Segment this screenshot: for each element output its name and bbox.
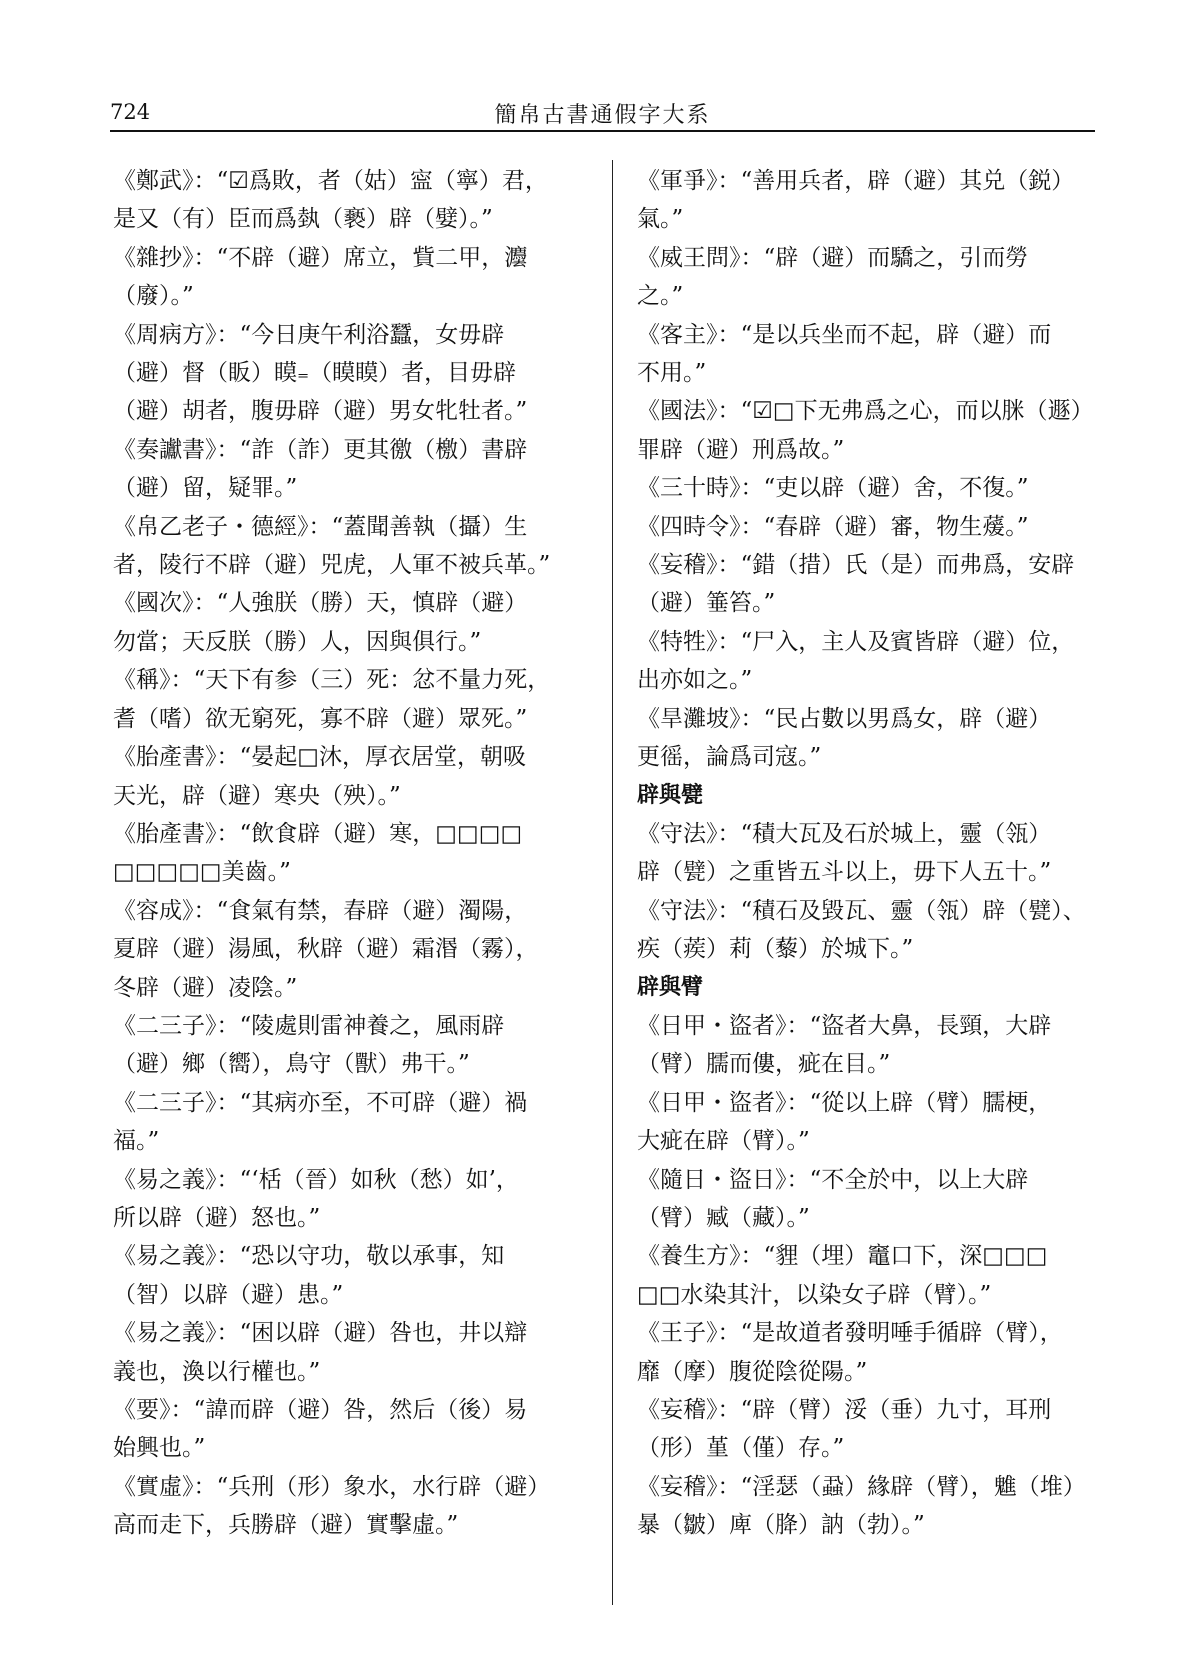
citation-line: 《實虛》：“兵刑（形）象水，水行辟（避） — [113, 1473, 551, 1500]
citation-line: （避）督（眅）瞙₌（瞙瞙）者，目毋辟 — [113, 360, 517, 387]
citation-line: 不用。” — [637, 360, 707, 387]
citation-line: 義也，渙以行權也。” — [113, 1358, 321, 1385]
page-number: 724 — [110, 100, 151, 124]
citation-line: 所以辟（避）怒也。” — [113, 1204, 321, 1231]
citation-entry — [113, 584, 590, 661]
citation-line: 《易之義》：“困以辟（避）咎也，井以辯 — [113, 1320, 528, 1347]
citation-entry — [113, 508, 590, 585]
citation-entry — [637, 1237, 1099, 1314]
citation-line: 之。” — [637, 283, 684, 310]
citation-line: 《妄稽》：“辟（臂）浽（垂）九寸，耳刑 — [637, 1397, 1052, 1423]
citation-entry — [113, 431, 590, 508]
citation-line: 《守法》：“積大瓦及石於城上，靈（瓴） — [637, 820, 1052, 847]
citation-entry — [113, 1391, 590, 1468]
citation-entry — [637, 623, 1099, 700]
citation-line: 《妄稽》：“錯（措）氏（是）而弗爲，安辟 — [637, 552, 1075, 579]
citation-line: （臂）臑而僂，疵在目。” — [637, 1051, 891, 1078]
citation-entry — [637, 392, 1099, 469]
citation-entry — [113, 1314, 590, 1391]
citation-line: 耆（嗜）欲无窮死，寡不辟（避）眾死。” — [113, 705, 528, 732]
citation-line: 《特牲》：“尸入，主人及賓皆辟（避）位， — [637, 628, 1075, 655]
citation-entry — [637, 892, 1099, 969]
citation-line: （臂）臧（藏）。” — [637, 1204, 810, 1231]
citation-line: 《旱灘坡》：“民占數以男爲女，辟（避） — [637, 705, 1052, 732]
citation-line: 高而走下，兵勝辟（避）實擊虛。” — [113, 1512, 459, 1539]
citation-entry — [637, 508, 1099, 546]
citation-entry — [637, 700, 1099, 777]
citation-line: 《要》：“諱而辟（避）咎，然后（後）易 — [113, 1397, 528, 1423]
citation-line: 福。” — [113, 1128, 160, 1155]
citation-line: 《易之義》：“‘栝（晉）如秋（愁）如’， — [113, 1166, 519, 1193]
citation-line: 出亦如之。” — [637, 667, 753, 694]
citation-line: （廢）。” — [113, 283, 194, 310]
citation-line: 《奏讞書》：“詐（詐）更其徼（檄）書辟 — [113, 436, 528, 463]
citation-line: □□□□□美齒。” — [113, 859, 291, 886]
citation-entry — [113, 892, 590, 1007]
citation-line: 《客主》：“是以兵坐而不起，辟（避）而 — [637, 321, 1052, 348]
citation-line: 罪辟（避）刑爲故。” — [637, 436, 845, 463]
citation-line: 《妄稽》：“淫瑟（蝨）緣辟（臂），魋（堆） — [637, 1473, 1086, 1500]
citation-line: 靡（摩）腹從陰從陽。” — [637, 1358, 868, 1385]
column-divider — [612, 160, 613, 1605]
citation-entry — [113, 815, 590, 892]
citation-entry — [113, 1007, 590, 1084]
citation-line: 《養生方》：“貍（埋）竈口下，深□□□ — [637, 1243, 1048, 1270]
citation-entry — [637, 316, 1099, 393]
citation-line: 《容成》：“食氣有禁，春辟（避）濁陽， — [113, 897, 528, 924]
citation-line: 《國次》：“人強朕（勝）天，慎辟（避） — [113, 590, 528, 617]
citation-line: □□水染其汁，以染女子辟（臂）。” — [637, 1281, 992, 1308]
page-header — [110, 96, 1095, 132]
citation-entry — [113, 1161, 590, 1238]
citation-line: 《二三子》：“其病亦至，不可辟（避）禍 — [113, 1089, 528, 1116]
citation-line: 《守法》：“積石及毀瓦、靈（瓴）辟（甓）、 — [637, 897, 1086, 924]
right-column — [637, 162, 1099, 1545]
citation-line: 氣。” — [637, 206, 684, 233]
citation-entry — [637, 1468, 1099, 1545]
citation-entry — [113, 1237, 590, 1314]
citation-entry — [637, 546, 1099, 623]
citation-line: 《胎產書》：“晏起□沐，厚衣居堂，朝吸 — [113, 744, 526, 771]
citation-line: 勿當；天反朕（勝）人，因與俱行。” — [113, 628, 482, 655]
citation-line: 大疵在辟（臂）。” — [637, 1128, 810, 1155]
citation-line: 者，陵行不辟（避）兕虎，人軍不被兵革。” — [113, 552, 551, 579]
citation-line: 天光，辟（避）寒央（殃）。” — [113, 782, 401, 809]
citation-entry — [637, 815, 1099, 892]
citation-entry — [113, 738, 590, 815]
citation-line: 《國法》：“☑□下无弗爲之心，而以脒（遯） — [637, 398, 1094, 425]
citation-entry — [637, 162, 1099, 239]
citation-line: 《雜抄》：“不辟（避）席立，貲二甲，灋 — [113, 244, 528, 271]
citation-entry — [637, 1314, 1099, 1391]
citation-line: （形）堇（僅）存。” — [637, 1435, 845, 1462]
citation-line: （避）留，疑罪。” — [113, 475, 298, 502]
citation-line: 《王子》：“是故道者發明唾手循辟（臂）， — [637, 1320, 1063, 1347]
citation-line: 夏辟（避）湯風，秋辟（避）霜湣（霧）， — [113, 936, 539, 963]
citation-line: 《日甲・盜者》：“盜者大鼻，長頸，大辟 — [637, 1012, 1052, 1039]
citation-line: 《胎產書》：“飲食辟（避）寒，□□□□ — [113, 820, 523, 847]
book-title: 簡帛古書通假字大系 — [494, 103, 711, 128]
citation-entry — [113, 162, 590, 239]
citation-line: 《軍爭》：“善用兵者，辟（避）其兑（鋭） — [637, 168, 1075, 194]
section-heading: 辟與甓 — [637, 782, 704, 808]
citation-line: 《三十時》：“吏以辟（避）舍，不復。” — [637, 475, 1029, 502]
section-heading: 辟與臂 — [637, 974, 704, 1000]
citation-line: 《四時令》：“春辟（避）審，物生蕿。” — [637, 513, 1029, 540]
citation-entry — [637, 239, 1099, 316]
citation-line: 《周病方》：“今日庚午利浴蠶，女毋辟 — [113, 321, 505, 348]
citation-entry — [637, 1391, 1099, 1468]
citation-line: 《帛乙老子・德經》：“蓋聞善執（攝）生 — [113, 513, 528, 540]
citation-entry — [637, 1161, 1099, 1238]
citation-line: 《日甲・盜者》：“從以上辟（臂）臑梗， — [637, 1089, 1052, 1116]
citation-line: 疾（蒺）莉（藜）於城下。” — [637, 936, 914, 963]
citation-entry — [113, 1084, 590, 1161]
citation-line: 更徭，論爲司寇。” — [637, 744, 822, 771]
citation-line: 《稱》：“天下有参（三）死：忿不量力死， — [113, 667, 551, 694]
citation-line: 是又（有）臣而爲埶（褻）辟（嬖）。” — [113, 206, 493, 233]
citation-line: 始興也。” — [113, 1435, 206, 1462]
citation-line: 冬辟（避）凌陰。” — [113, 974, 298, 1001]
citation-entry — [637, 1084, 1099, 1161]
citation-line: 辟（甓）之重皆五斗以上，毋下人五十。” — [637, 859, 1052, 886]
citation-entry — [637, 1007, 1099, 1084]
citation-line: 《鄭武》：“☑爲敗，者（姑）寍（寧）君， — [113, 168, 548, 194]
citation-line: （避）箠笞。” — [637, 590, 776, 617]
citation-line: 《隨日・盜日》：“不全於中，以上大辟 — [637, 1166, 1029, 1193]
citation-line: （避）鄉（嚮），鳥守（獸）弗干。” — [113, 1051, 470, 1078]
citation-line: 《威王問》：“辟（避）而驕之，引而勞 — [637, 244, 1029, 271]
citation-entry — [113, 316, 590, 431]
citation-line: 暴（皺）庳（胮）訥（勃）。” — [637, 1512, 925, 1539]
citation-entry — [113, 1468, 590, 1545]
citation-entry — [113, 661, 590, 738]
citation-entry — [637, 469, 1099, 507]
citation-line: （避）胡者，腹毋辟（避）男女牝牡者。” — [113, 398, 528, 425]
citation-line: （智）以辟（避）患。” — [113, 1281, 344, 1308]
left-column — [113, 162, 590, 1545]
citation-line: 《易之義》：“恐以守功，敬以承事，知 — [113, 1243, 505, 1270]
citation-entry — [113, 239, 590, 316]
citation-line: 《二三子》：“陵處則雷神養之，風雨辟 — [113, 1012, 505, 1039]
